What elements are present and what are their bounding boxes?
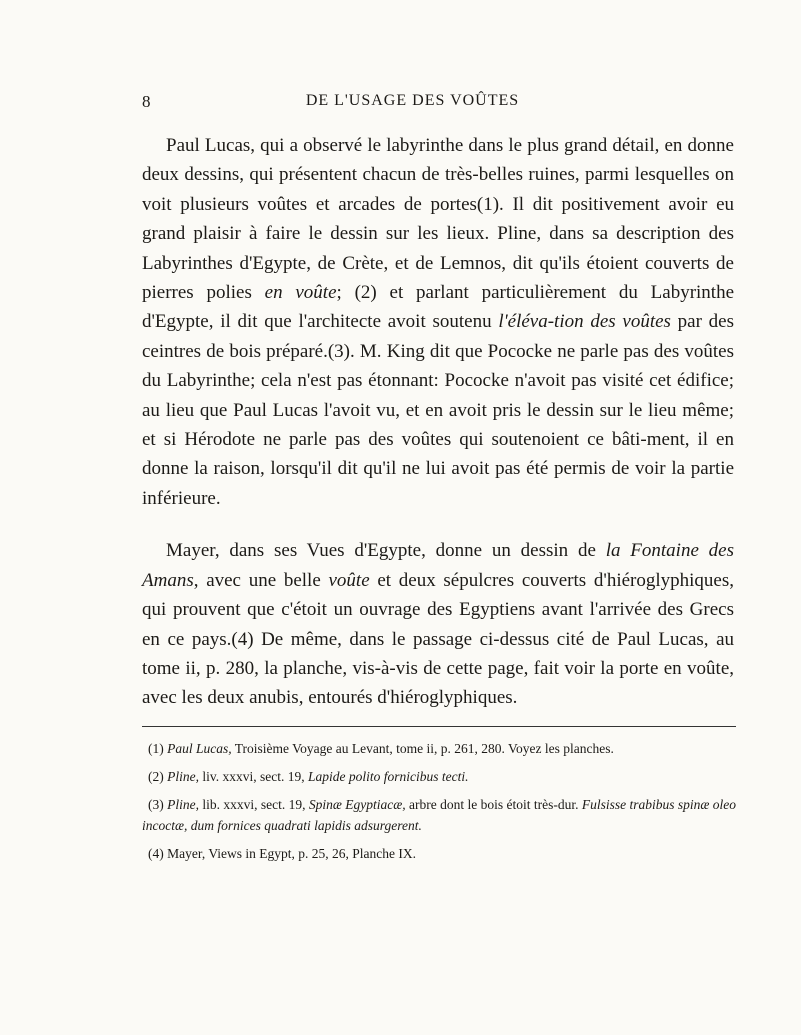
paragraph-text: par des ceintres de bois préparé.(3). M. King dit que Pococke ne parle pas des voûtes du Labyrinthe; cela n'est pas étonnant: Pococke n'avoit pas visité cet édifice; au lieu que Paul Lucas l'avoit vu, et en avoit pris le dessin sur le lieu même; et si Hérodote ne parle pas des voûtes qui soutenoient ce bâti-ment, il en donne la raison, lorsqu'il dit qu'il ne lui avoit pas été permis de voir la partie inférieure. [142,311,735,509]
paragraph-1 [142,131,734,513]
paragraph-text: Mayer, dans ses Vues d'Egypte, donne un dessin de [166,540,606,562]
footnote-term: Spinæ Egyptiacæ, [308,797,406,812]
footnote-text: Troisième Voyage au Levant, tome ii, p. 261, 280. Voyez les planches. [231,741,614,756]
footnote-number: (2) [148,769,164,784]
footnote-text: arbre dont le bois étoit très-dur. [405,797,582,812]
footnote-text: lib. xxxvi, sect. 19, [199,797,309,812]
paragraph-2 [142,536,734,712]
footnote-divider [142,726,736,727]
running-title: DE L'USAGE DES VOÛTES [305,92,520,109]
italic-phrase: l'éléva-tion des voûtes [498,311,671,333]
footnote-quote: Fulsisse trabibus spinæ oleo incoctæ, dum fornices quadrati lapidis adsurgerent. [142,797,736,833]
footnotes [142,738,736,871]
page-number: 8 [142,92,151,111]
italic-phrase: en voûte [264,282,337,304]
footnote-author: Paul Lucas, [167,741,232,756]
footnote-4 [142,843,736,864]
footnote-1 [142,738,736,759]
footnote-number: (3) [148,797,164,812]
paragraph-text: , avec une belle [193,569,329,591]
main-text [142,131,734,713]
footnote-author: Pline, [167,769,199,784]
paragraph-text: et deux sépulcres couverts d'hiéroglyphiques, qui prouvent que c'étoit un ouvrage des Egyptiens avant l'arrivée des Grecs en ce pays.(4) De même, dans le passage ci-dessus cité de Paul Lucas, au tome ii, p. 280, la planche, vis-à-vis de cette page, fait voir la porte en voûte, avec les deux anubis, entourés d'hiéroglyphiques. [142,569,734,709]
paragraph-text: ; (2) et parlant particulièrement du Labyrinthe d'Egypte, il dit que l'architecte avoit soutenu [142,282,735,333]
footnote-text: liv. xxxvi, sect. 19, [199,769,308,784]
italic-phrase: la Fontaine des Amans [142,540,735,591]
footnote-author: Pline, [167,797,200,812]
footnote-number: (4) [148,846,164,861]
footnote-number: (1) [148,741,164,756]
footnote-3 [142,794,736,836]
footnote-2 [142,766,736,787]
italic-phrase: voûte [328,569,370,591]
footnote-quote: Lapide polito fornicibus tecti. [308,769,469,784]
footnote-text: Mayer, Views in Egypt, p. 25, 26, Planche IX. [167,846,416,861]
paragraph-text: Paul Lucas, qui a observé le labyrinthe dans le plus grand détail, en donne deux dessins, qui présentent chacun de très-belles ruines, parmi lesquelles on voit plusieurs voûtes et arcades de portes(1). Il dit positivement avoir eu grand plaisir à faire le dessin sur les lieux. Pline, dans sa description des Labyrinthes d'Egypte, de Crète, et de Lemnos, dit qu'ils étoient couverts de pierres polies [142,135,734,304]
